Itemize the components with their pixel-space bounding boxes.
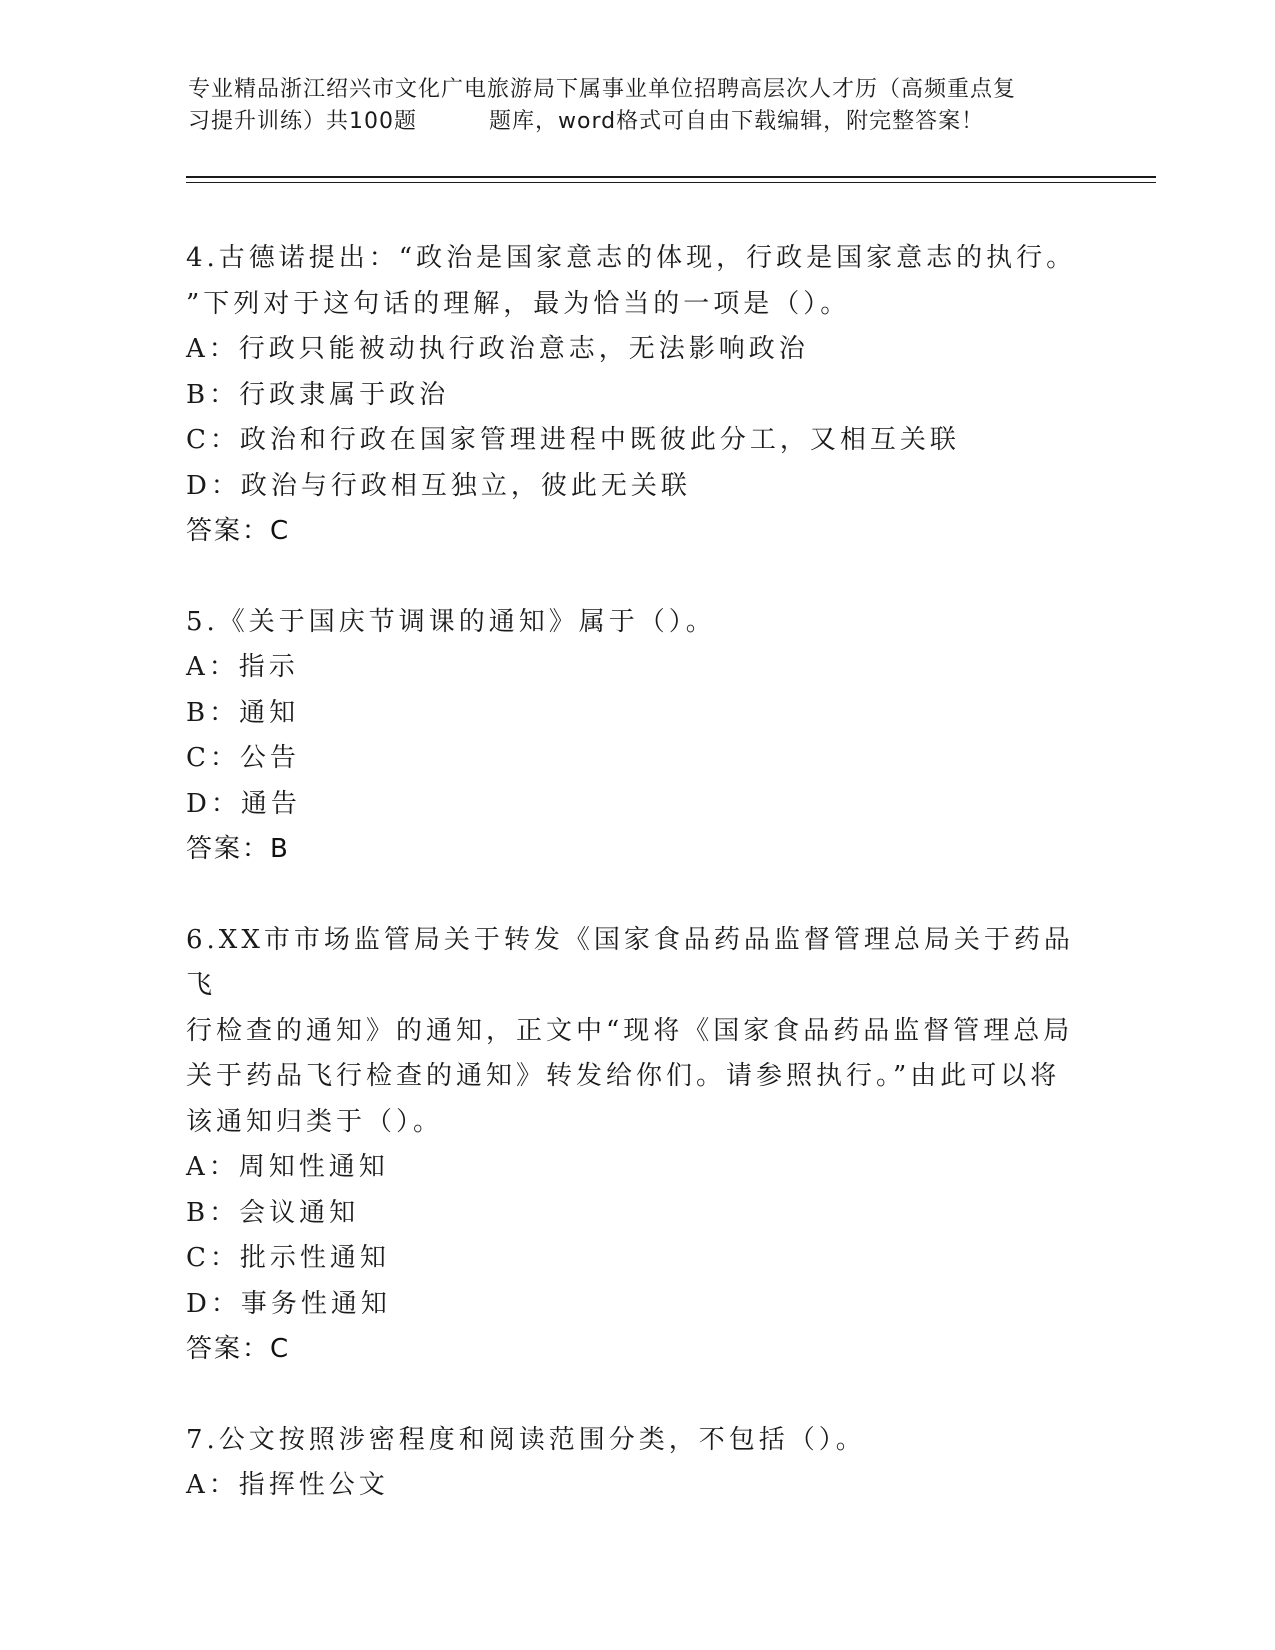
question-stem-line: 7.公文按照涉密程度和阅读范围分类，不包括（）。	[186, 1424, 866, 1455]
question-stem-line: 行检查的通知》的通知，正文中“现将《国家食品药品监督管理总局	[186, 1015, 1074, 1046]
option-d: D：政治与行政相互独立，彼此无关联	[186, 470, 691, 501]
answer-line: 答案：C	[186, 1334, 291, 1364]
option-b: B：行政隶属于政治	[186, 379, 450, 410]
question-stem-line: 关于药品飞行检查的通知》转发给你们。请参照执行。”由此可以将	[186, 1061, 1061, 1091]
question-stem-line: 6.XX市市场监管局关于转发《国家食品药品监督管理总局关于药品飞	[186, 924, 1074, 1000]
question-stem-line: 5.《关于国庆节调课的通知》属于（）。	[186, 606, 716, 637]
option-b: B：通知	[186, 697, 300, 728]
answer-line: 答案：B	[186, 834, 290, 864]
question-stem-line: 4.古德诺提出：“政治是国家意志的体现，行政是国家意志的执行。	[186, 243, 1077, 273]
question-stem-line: 该通知归类于（）。	[186, 1106, 444, 1137]
option-a: A：指挥性公文	[186, 1470, 389, 1500]
question-6	[186, 918, 1086, 1373]
option-b: B：会议通知	[186, 1197, 360, 1228]
question-7	[186, 1418, 1086, 1509]
answer-line: 答案：C	[186, 516, 291, 546]
option-d: D：通告	[186, 788, 301, 819]
header-divider-thin	[186, 182, 1156, 183]
option-c: C：政治和行政在国家管理进程中既彼此分工，又相互关联	[186, 425, 960, 455]
option-a: A：指示	[186, 652, 299, 682]
question-4	[186, 236, 1086, 555]
header-divider-thick	[186, 176, 1156, 178]
question-list	[186, 236, 1086, 1554]
header-line-1: 专业精品浙江绍兴市文化广电旅游局下属事业单位招聘高层次人才历（高频重点复	[188, 77, 1017, 102]
header-line-2-part-1: 习提升训练）共100题	[188, 109, 417, 134]
option-d: D：事务性通知	[186, 1288, 391, 1319]
option-a: A：周知性通知	[186, 1152, 389, 1182]
header-line-2	[188, 106, 1088, 138]
question-5	[186, 600, 1086, 873]
document-header	[188, 74, 1088, 138]
question-stem-line: ”下列对于这句话的理解，最为恰当的一项是（）。	[186, 288, 851, 319]
option-c: C：批示性通知	[186, 1243, 390, 1273]
header-line-2-part-2: 题库，word格式可自由下载编辑，附完整答案！	[489, 109, 985, 134]
option-a: A：行政只能被动执行政治意志，无法影响政治	[186, 334, 809, 364]
option-c: C：公告	[186, 743, 300, 773]
